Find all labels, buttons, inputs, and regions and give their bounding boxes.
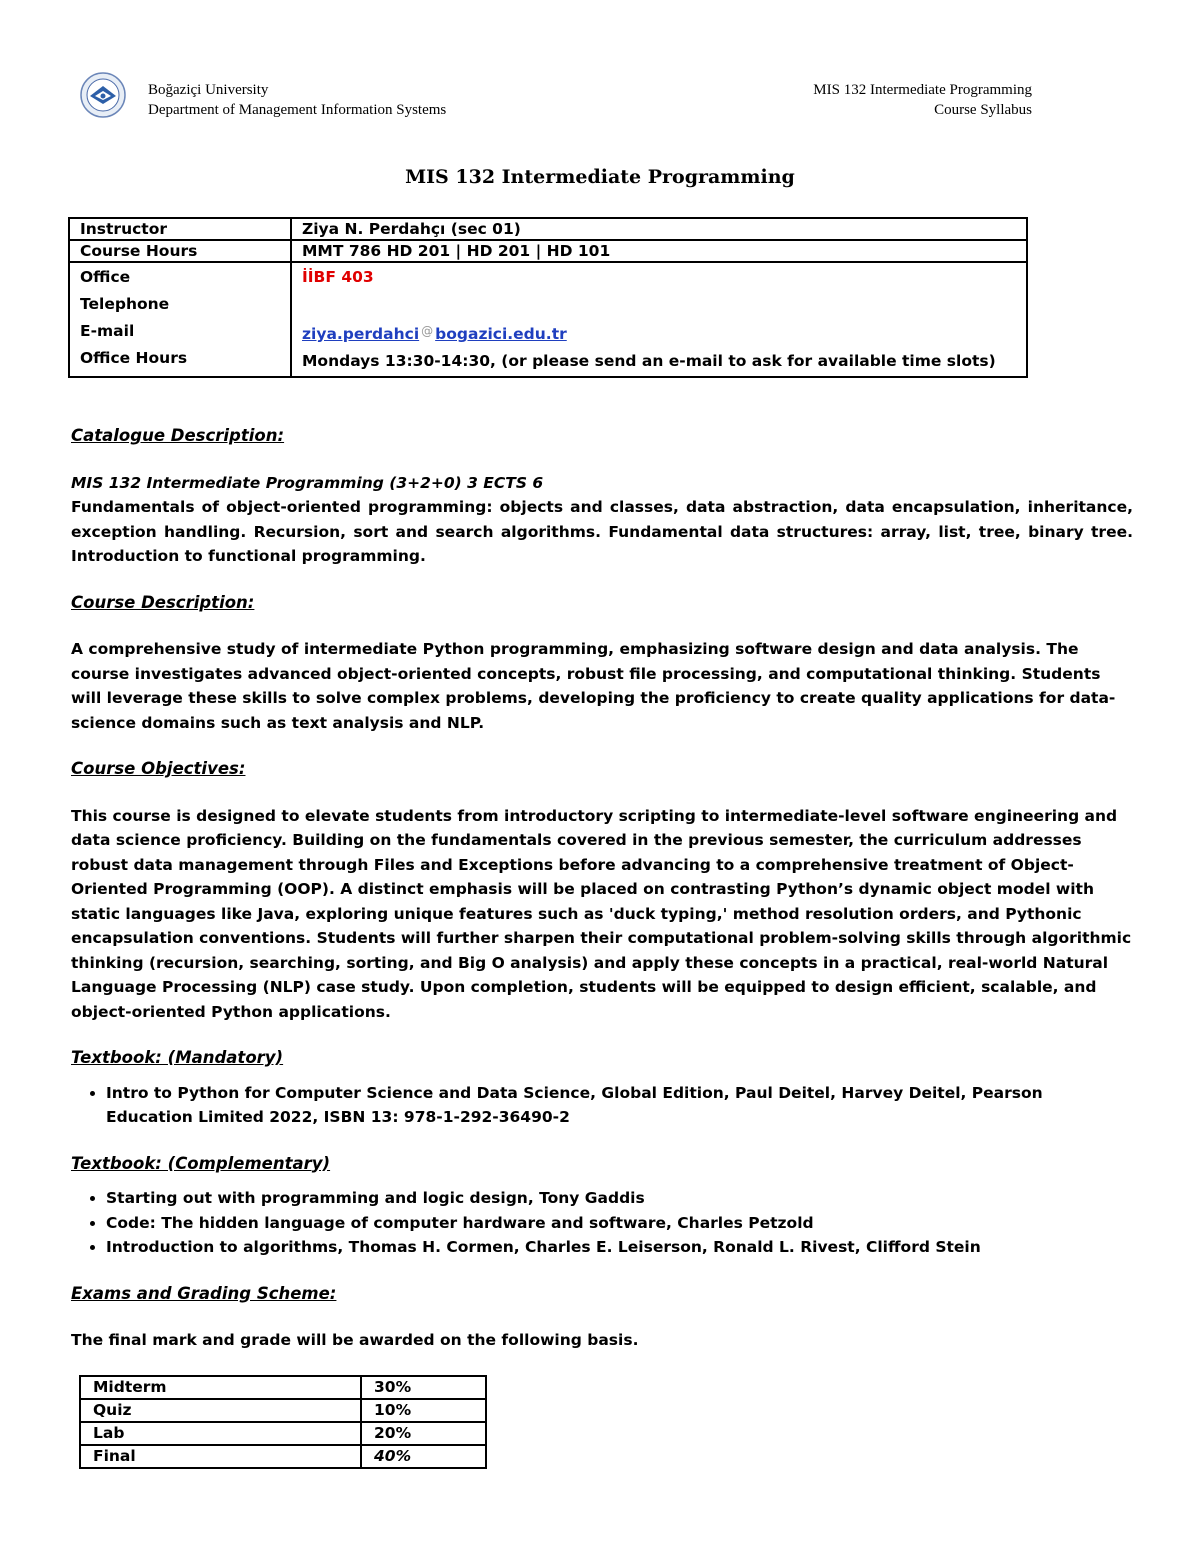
hours-row [69, 240, 1027, 262]
course-description-heading: Course Description: [71, 592, 255, 612]
page-title: MIS 132 Intermediate Programming [405, 166, 795, 188]
list-item: • Intro to Python for Computer Science and Data Science, Global Edition, Paul Deitel, Harvey Deitel, Pearson Education Limited 2022, ISBN 13: 978-1-292-36490-2 [106, 1081, 1133, 1130]
table-row [80, 1376, 486, 1399]
instructor-row [69, 218, 1027, 240]
textbook-mandatory-heading: Textbook: (Mandatory) [71, 1048, 284, 1067]
course-info-table [68, 217, 1028, 378]
syllabus-body [71, 424, 1133, 1469]
office-label: Office [80, 268, 131, 286]
grade-value: 10% [361, 1399, 486, 1422]
list-item: • Introduction to algorithms, Thomas H. Cormen, Charles E. Leiserson, Ronald L. Rivest, Clifford Stein [106, 1235, 1133, 1260]
instructor-label: Instructor [69, 218, 291, 240]
grading-heading: Exams and Grading Scheme: [71, 1283, 337, 1303]
email-label: E-mail [80, 322, 135, 340]
university-name: Boğaziçi University [148, 82, 269, 98]
telephone-value [302, 291, 1016, 318]
table-row [80, 1422, 486, 1445]
course-description-text: A comprehensive study of intermediate Python programming, emphasizing software design and data analysis. The course investigates advanced object-oriented concepts, robust file processing, and computational thinking. Students will leverage these skills to solve complex problems, developing the proficiency to create quality applications for data-science domains such as text analysis and NLP. [71, 640, 1116, 732]
textbook-mandatory-list [71, 1081, 1133, 1130]
objectives-text: This course is designed to elevate students from introductory scripting to intermediate-level software engineering and data science proficiency. Building on the fundamentals covered in the previous semester, the curriculum addresses robust data management through Files and Exceptions before advancing to a comprehensive treatment of Object-Oriented Programming (OOP). A distinct emphasis will be placed on contrasting Python’s dynamic object model with static languages like Java, exploring unique features such as 'duck typing,' method resolution orders, and Pythonic encapsulation conventions. Students will further sharpen their computational problem-solving skills through algorithmic thinking (recursion, searching, sorting, and Big O analysis) and apply these concepts in a practical, real-world Natural Language Processing (NLP) case study. Upon completion, students will be equipped to design efficient, scalable, and object-oriented Python applications. [71, 806, 1132, 1021]
list-item: • Starting out with programming and logic design, Tony Gaddis [106, 1186, 1133, 1211]
grade-label: Quiz [80, 1399, 361, 1422]
instructor-value: Ziya N. Perdahçı (sec 01) [291, 218, 1027, 240]
hours-value: MMT 786 HD 201 | HD 201 | HD 101 [291, 240, 1027, 262]
office-hours-value: Mondays 13:30-14:30, (or please send an e-mail to ask for available time slots) [302, 352, 996, 370]
grading-table [79, 1375, 487, 1469]
hours-label: Course Hours [69, 240, 291, 262]
catalogue-course-line: MIS 132 Intermediate Programming (3+2+0) 3 ECTS 6 [71, 473, 544, 492]
email-user-link[interactable]: ziya.perdahci [302, 325, 420, 343]
contact-labels [69, 262, 291, 377]
office-value: İİBF 403 [302, 268, 374, 286]
grade-value: 30% [361, 1376, 486, 1399]
grade-label: Midterm [80, 1376, 361, 1399]
grade-value: 40% [361, 1445, 486, 1468]
catalogue-heading: Catalogue Description: [71, 426, 285, 445]
grading-intro: The final mark and grade will be awarded on the following basis. [71, 1331, 639, 1349]
header-doc-type: Course Syllabus [934, 102, 1032, 118]
header-left [148, 80, 446, 120]
email-domain-link[interactable]: bogazici.edu.tr [435, 325, 567, 343]
grade-label: Lab [80, 1422, 361, 1445]
at-sign-icon: @ [421, 324, 434, 338]
email-value[interactable] [302, 318, 1016, 348]
textbook-complementary-heading: Textbook: (Complementary) [71, 1153, 331, 1173]
telephone-label: Telephone [80, 295, 170, 313]
list-item: • Code: The hidden language of computer hardware and software, Charles Petzold [106, 1211, 1133, 1236]
contact-values [291, 262, 1027, 377]
objectives-heading: Course Objectives: [71, 759, 246, 778]
grade-value: 20% [361, 1422, 486, 1445]
office-hours-label: Office Hours [80, 349, 188, 367]
department-name: Department of Management Information Systems [148, 102, 447, 118]
header-course-name: MIS 132 Intermediate Programming [813, 82, 1032, 98]
catalogue-text: Fundamentals of object-oriented programming: objects and classes, data abstraction, data encapsulation, inheritance, exception handling. Recursion, sort and search algorithms. Fundamental data structures: array, list, tree, binary tree. Introduction to functional programming. [71, 498, 1133, 565]
grade-label: Final [80, 1445, 361, 1468]
table-row [80, 1445, 486, 1468]
university-seal-icon [80, 72, 126, 118]
contact-row [69, 262, 1027, 377]
table-row [80, 1399, 486, 1422]
header-right [813, 80, 1032, 120]
textbook-complementary-list [71, 1186, 1133, 1260]
